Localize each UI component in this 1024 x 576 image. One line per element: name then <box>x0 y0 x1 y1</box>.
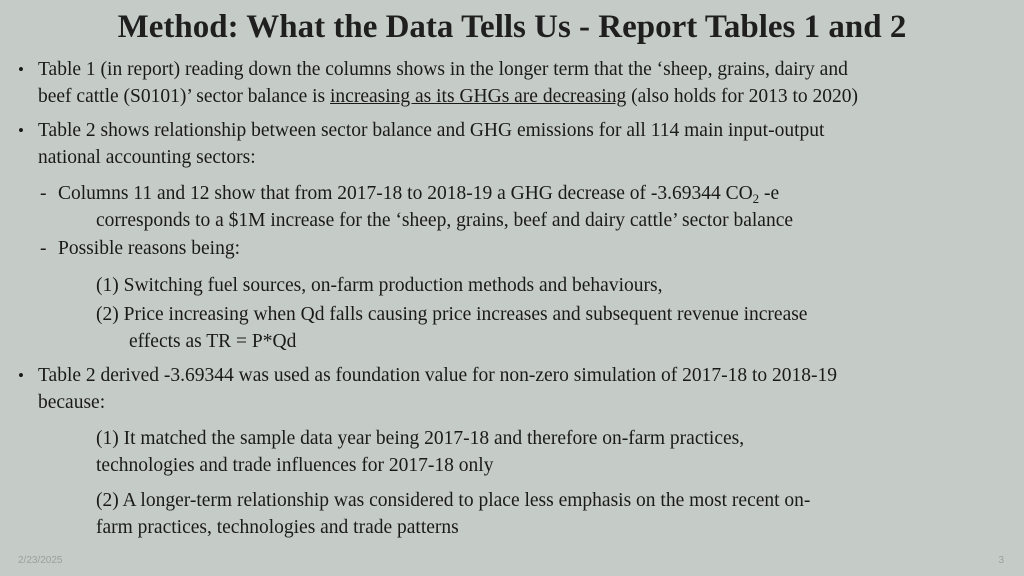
footer-date: 2/23/2025 <box>18 555 63 566</box>
reason-1: (1) Switching fuel sources, on-farm production methods and behaviours, <box>96 275 663 296</box>
bullet-2-line-2: national accounting sectors: <box>38 147 256 168</box>
reason-1-line-2: technologies and trade influences for 2017-18 only <box>96 455 494 476</box>
bullet-3-line-1: Table 2 derived -3.69344 was used as foundation value for non-zero simulation of 2017-18 to 2018-19 <box>38 365 838 386</box>
sub-bullet-1-text: Columns 11 and 12 show that from 2017-18 to 2018-19 a GHG decrease of -3.69344 CO <box>58 183 753 204</box>
bullet-1-line-2 <box>38 85 858 109</box>
sub-bullet-2-line-1: Possible reasons being: <box>58 238 240 259</box>
sub-bullet-1-suffix: -e <box>759 183 780 204</box>
sub-bullet-1-line-2: corresponds to a $1M increase for the ‘sheep, grains, beef and dairy cattle’ sector balance <box>96 210 794 231</box>
bullet-3-line-2: because: <box>38 392 106 413</box>
bullet-marker: • <box>18 60 24 79</box>
subscript: 2 <box>752 191 760 206</box>
bullet-1-line-1: Table 1 (in report) reading down the columns shows in the longer term that the ‘sheep, grains, dairy and <box>38 59 848 80</box>
bullet-marker: • <box>18 366 24 385</box>
bullet-1-text-end: (also holds for 2013 to 2020) <box>626 86 859 107</box>
underlined-phrase: increasing as its GHGs are decreasing <box>330 86 627 107</box>
dash-marker: - <box>40 238 47 259</box>
sub-bullet-1-line-1 <box>58 182 779 206</box>
reason-2-line-1: (2) A longer-term relationship was considered to place less emphasis on the most recent on- <box>96 490 811 511</box>
reason-2-line-2: effects as TR = P*Qd <box>129 331 297 352</box>
bullet-2-line-1: Table 2 shows relationship between sector balance and GHG emissions for all 114 main input-output <box>38 120 825 141</box>
bullet-1-text: beef cattle (S0101)’ sector balance is <box>38 86 331 107</box>
reason-2-line-2: farm practices, technologies and trade patterns <box>96 517 459 538</box>
reason-2-line-1: (2) Price increasing when Qd falls causing price increases and subsequent revenue increase <box>96 304 808 325</box>
reason-1-line-1: (1) It matched the sample data year being 2017-18 and therefore on-farm practices, <box>96 428 745 449</box>
bullet-marker: • <box>18 121 24 140</box>
page-number: 3 <box>998 555 1004 566</box>
slide-title: Method: What the Data Tells Us - Report Tables 1 and 2 <box>117 9 907 45</box>
dash-marker: - <box>40 183 47 204</box>
